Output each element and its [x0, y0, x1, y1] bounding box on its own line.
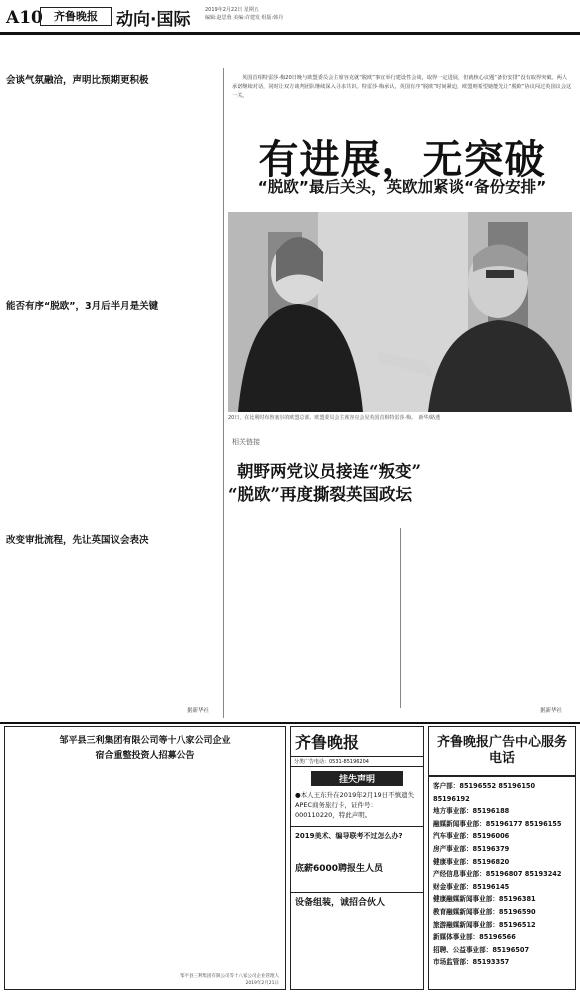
related-source: 据新华社: [540, 708, 563, 714]
public-notice-box: [4, 726, 286, 990]
page-number: A10: [6, 8, 43, 28]
service-line: 旅游融媒新闻事业部：85196512: [433, 920, 536, 929]
left-source: 据新华社: [187, 708, 210, 714]
left-body-2: [6, 316, 220, 526]
recruit-ad-2: 底薪6000聘报生人员: [295, 864, 384, 874]
lost-notice-title: 挂失声明: [311, 771, 403, 786]
photo-illustration: [228, 212, 572, 412]
classified-box: [290, 726, 424, 990]
left-heading-2: 能否有序“脱欧”，3月后半月是关键: [6, 301, 159, 312]
editor-credits: 编辑:赵思蓉 美编:许建发 组版:韩丹: [205, 15, 284, 21]
header-rule: [0, 32, 580, 35]
related-column-divider: [400, 528, 401, 708]
service-line: 财金事业部：85196145: [433, 882, 510, 891]
related-headline-2: “脱欧”再度撕裂英国政坛: [228, 485, 412, 504]
service-line: 教育融媒新闻事业部：85196590: [433, 907, 536, 916]
service-line: 招聘、公益事业部：85196507: [433, 945, 530, 954]
issue-meta: [205, 6, 405, 22]
news-photo: [228, 212, 572, 412]
related-link-tag: 相关链接: [232, 438, 260, 446]
main-subheadline: “脱欧”最后关头，英欧加紧谈“备份安排”: [257, 178, 547, 196]
left-heading-1: 会谈气氛融洽，声明比预期更积极: [6, 75, 149, 86]
service-list: [429, 777, 575, 972]
notice-date: 2019年2月21日: [245, 981, 279, 986]
classified-phone: 分类广告电话：0531-85196204: [291, 757, 423, 767]
left-heading-3: 改变审批流程，先让英国议会表决: [6, 535, 149, 546]
service-line: 融媒新闻事业部：85196177 85196155: [433, 819, 562, 828]
issue-date: 2019年2月22日 星期五: [205, 7, 259, 13]
service-line: 汽车事业部：85196006: [433, 832, 510, 841]
photo-caption: 20日，在比利时布鲁塞尔的欧盟总部，欧盟委员会主席容克会见英国首相特雷莎·梅。 新华/路透: [228, 415, 441, 421]
service-line: 地方事业部：85196188: [433, 807, 510, 816]
notice-body: [11, 767, 279, 973]
recruit-ad-title: 2019美术、编导联考不过怎么办?: [291, 826, 423, 841]
notice-title: 邹平县三利集团有限公司等十八家公司企业: [59, 736, 231, 746]
service-line: 房产事业部：85196379: [433, 844, 510, 853]
service-line: 产经信息事业部：85196807 85193242: [433, 870, 562, 879]
related-headline-1: 朝野两党议员接连“叛变”: [237, 462, 421, 481]
related-body-col1: [232, 528, 394, 710]
lost-notice-text: ●本人王东升在2019年2月19日不慎遗失APEC商务旅行卡，证件号：000110220，特此声明。: [295, 791, 415, 819]
column-divider: [223, 68, 224, 718]
section-title: 动向·国际: [116, 10, 191, 30]
lead-paragraph: 英国首相特雷莎·梅20日晚与欧盟委员会主席容克就“脱欧”事宜举行建设性会谈，取得一定进展，但就核心议题“备份安排”没有取得突破。两人承诺继续对话，同时让双方谈判团队继续深入寻求共识。特雷莎·梅承认，英国有序“脱欧”时间紧迫，欧盟则希望她能先让“脱欧”协议闯过英国议会这一关。: [232, 75, 572, 99]
main-headline: 有进展，无突破: [258, 136, 546, 183]
ad-area-rule: [0, 722, 580, 724]
invest-ad: 设备组装，诚招合伙人: [291, 892, 423, 910]
recruit-ad-2-body: [291, 876, 423, 892]
related-body-col2: [406, 528, 572, 710]
classified-brand: 齐鲁晚报: [291, 727, 423, 757]
left-body-1: [6, 90, 220, 295]
service-line: 客户部：85196552 85196150 85196192: [433, 782, 536, 803]
service-line: 健康融媒新闻事业部：85196381: [433, 895, 536, 904]
notice-title-2: 宿合重整投资人招募公告: [95, 751, 195, 761]
brand-logo: 齐鲁晚报: [40, 7, 112, 26]
recruit-ad-body: [291, 841, 423, 859]
service-line: 健康事业部：85196820: [433, 857, 510, 866]
service-title: 齐鲁晚报广告中心服务电话: [429, 727, 575, 777]
notice-footer: 邹平县三利集团有限公司等十八家公司企业管理人: [180, 974, 279, 979]
service-phone-box: [428, 726, 576, 990]
service-line: 市场监管部：85193357: [433, 958, 510, 967]
left-body-3: [6, 550, 220, 702]
service-line: 新媒体事业部：85196566: [433, 933, 516, 942]
